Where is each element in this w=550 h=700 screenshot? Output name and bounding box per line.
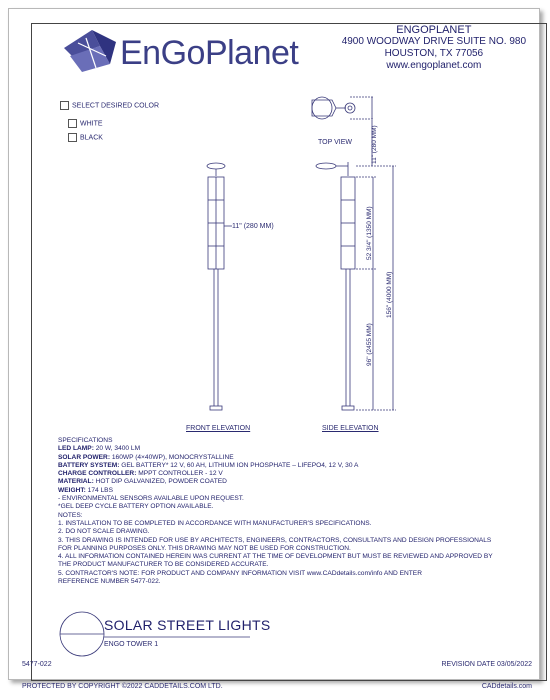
front-elevation-drawing [207,163,232,410]
front-width-dimension: 11" (280 MM) [232,223,274,230]
caddetails-link[interactable]: CADdetails.com [481,683,532,690]
side-elevation-drawing [316,120,396,410]
note-2: 2. DO NOT SCALE DRAWING. [58,528,150,536]
revision-date: REVISION DATE 03/05/2022 [441,661,532,668]
white-label: WHITE [80,120,103,128]
panel-height-dimension: 52 3/4" (1350 MM) [366,206,373,260]
spec-heading: SPECIFICATIONS [58,437,113,444]
black-label: BLACK [80,134,103,142]
spec-gel-note: *GEL DEEP CYCLE BATTERY OPTION AVAILABLE. [58,503,214,511]
spec-env-note: - ENVIRONMENTAL SENSORS AVAILABLE UPON REQUEST. [58,495,244,503]
pole-height-dimension: 96" (2455 MM) [366,323,373,366]
spec-material: MATERIAL: HOT DIP GALVANIZED, POWDER COATED [58,478,227,486]
address-line-2: HOUSTON, TX 77056 [384,48,484,59]
specifications-block [58,437,493,586]
side-elevation-label: SIDE ELEVATION [322,425,379,432]
spec-led: LED LAMP: 20 W, 3400 LM [58,445,141,453]
note-3b: FOR PLANNING PURPOSES ONLY. THIS DRAWING MAY NOT BE USED FOR CONSTRUCTION. [58,544,351,552]
spec-charge: CHARGE CONTROLLER: MPPT CONTROLLER - 12 V [58,470,223,478]
reference-number: 5477-022 [22,661,52,668]
company-name: ENGOPLANET [396,24,472,36]
top-dimension: 11" (280 MM) [371,125,378,164]
drawing-title: SOLAR STREET LIGHTS [104,617,271,633]
note-5b: REFERENCE NUMBER 5477-022. [58,578,161,586]
note-3a: 3. THIS DRAWING IS INTENDED FOR USE BY ARCHITECTS, ENGINEERS, CONTRACTORS, CONSULTANTS AND DESIGN PROFESSIONALS [58,536,492,544]
address-line-1: 4900 WOODWAY DRIVE SUITE NO. 980 [341,36,526,47]
note-1: 1. INSTALLATION TO BE COMPLETED IN ACCORDANCE WITH MANUFACTURER'S SPECIFICATIONS. [58,519,372,527]
drawing-subtitle: ENGO TOWER 1 [104,641,159,648]
note-4b: THE PRODUCT MANUFACTURER TO BE CONSIDERED ACCURATE. [58,561,269,569]
total-height-dimension: 156" (4000 MM) [386,271,393,318]
spec-weight: WEIGHT: 174 LBS [58,486,113,494]
front-elevation-label: FRONT ELEVATION [186,425,251,432]
top-view-drawing [312,97,374,119]
top-view-label: TOP VIEW [318,139,352,146]
logo-text: EnGoPlanet [120,34,299,72]
note-4a: 4. ALL INFORMATION CONTAINED HEREIN WAS CURRENT AT THE TIME OF DEVELOPMENT BUT MUST BE REVIEWED AND APPROVED BY [58,553,493,561]
copyright-notice: PROTECTED BY COPYRIGHT ©2022 CADDETAILS.COM LTD. [22,683,223,690]
spec-solar: SOLAR POWER: 160WP (4×40WP), MONOCRYSTALLINE [58,453,234,461]
notes-heading: NOTES: [58,511,83,519]
select-color-label: SELECT DESIRED COLOR [72,102,160,110]
note-5a: 5. CONTRACTOR'S NOTE: FOR PRODUCT AND COMPANY INFORMATION VISIT www.CADdetails.com/info AND ENTER [58,569,422,577]
company-website: www.engoplanet.com [386,60,482,71]
spec-battery: BATTERY SYSTEM: GEL BATTERY* 12 V, 60 AH, LITHIUM ION PHOSPHATE – LIFEPO4, 12 V, 30 A [58,461,359,469]
